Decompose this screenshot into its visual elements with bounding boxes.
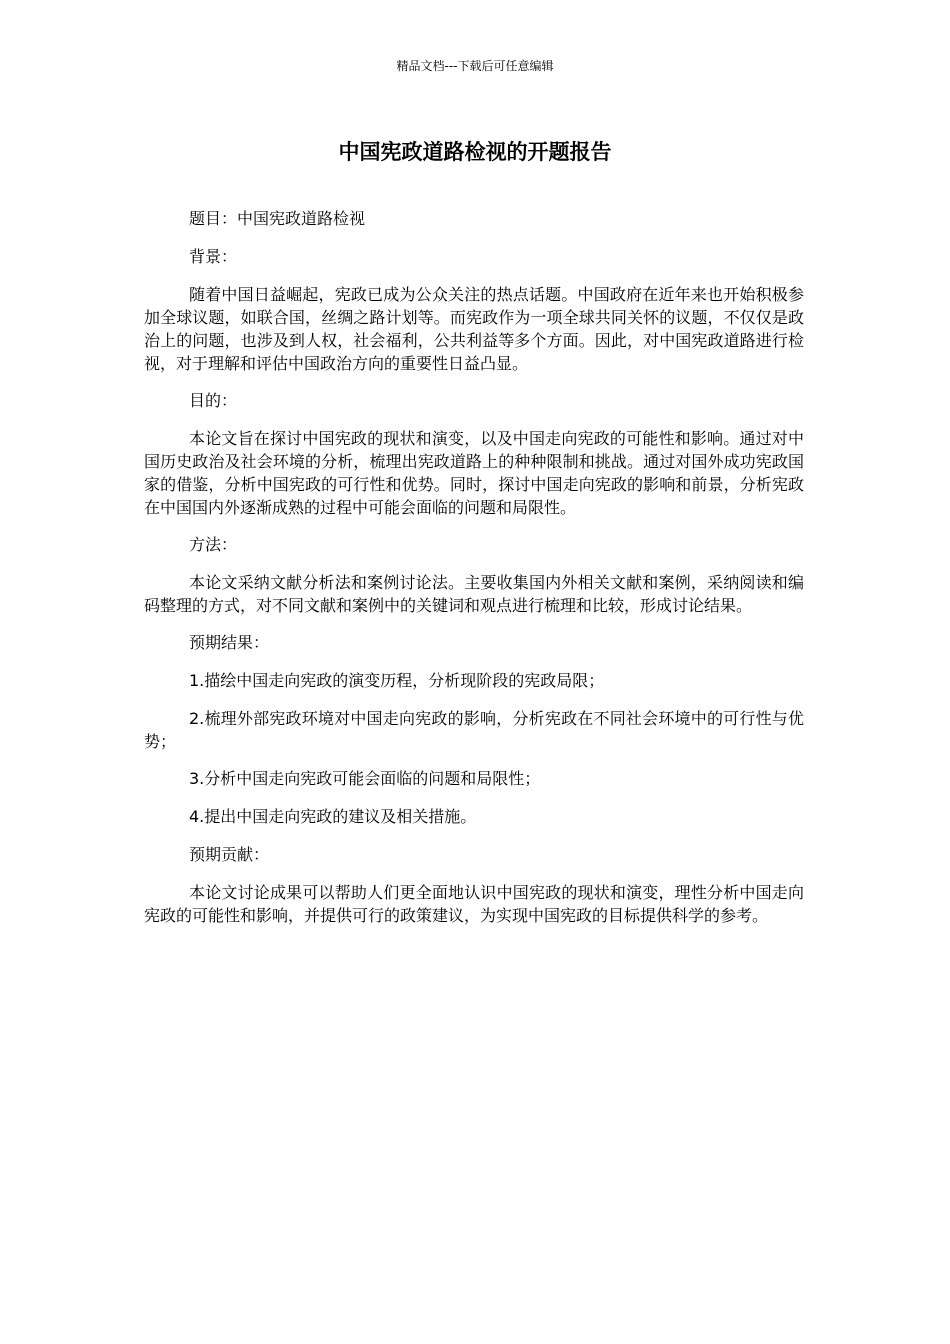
expected-result-item: 4.提出中国走向宪政的建议及相关措施。 — [189, 807, 477, 826]
page-header: 精品文档---下载后可任意编辑 — [396, 59, 554, 73]
background-heading: 背景： — [189, 247, 238, 266]
method-heading: 方法： — [189, 535, 238, 554]
method-paragraph: 本论文采纳文献分析法和案例讨论法。主要收集国内外相关文献和案例，采纳阅读和编码整理的方式，对不同文献和案例中的关键词和观点进行梳理和比较，形成讨论结果。 — [144, 573, 804, 615]
topic-line: 题目：中国宪政道路检视 — [189, 209, 366, 228]
expected-result-item: 1.描绘中国走向宪政的演变历程，分析现阶段的宪政局限； — [189, 671, 605, 690]
expected-contribution-heading: 预期贡献： — [189, 845, 270, 864]
background-paragraph: 随着中国日益崛起，宪政已成为公众关注的热点话题。中国政府在近年来也开始积极参加全球议题，如联合国，丝绸之路计划等。而宪政作为一项全球共同关怀的议题，不仅仅是政治上的问题，也涉及到人权，社会福利，公共利益等多个方面。因此，对中国宪政道路进行检视，对于理解和评估中国政治方向的重要性日益凸显。 — [144, 285, 804, 373]
expected-result-item: 2.梳理外部宪政环境对中国走向宪政的影响，分析宪政在不同社会环境中的可行性与优势； — [144, 709, 804, 751]
purpose-paragraph: 本论文旨在探讨中国宪政的现状和演变，以及中国走向宪政的可能性和影响。通过对中国历史政治及社会环境的分析，梳理出宪政道路上的种种限制和挑战。通过对国外成功宪政国家的借鉴，分析中国宪政的可行性和优势。同时，探讨中国走向宪政的影响和前景，分析宪政在中国国内外逐渐成熟的过程中可能会面临的问题和局限性。 — [144, 429, 804, 517]
expected-results-heading: 预期结果： — [189, 633, 270, 652]
expected-result-item: 3.分析中国走向宪政可能会面临的问题和局限性； — [189, 769, 541, 788]
document-title: 中国宪政道路检视的开题报告 — [338, 140, 612, 164]
purpose-heading: 目的： — [189, 391, 238, 410]
expected-contribution-paragraph: 本论文讨论成果可以帮助人们更全面地认识中国宪政的现状和演变，理性分析中国走向宪政的可能性和影响，并提供可行的政策建议，为实现中国宪政的目标提供科学的参考。 — [144, 883, 804, 925]
document-body — [144, 207, 804, 941]
